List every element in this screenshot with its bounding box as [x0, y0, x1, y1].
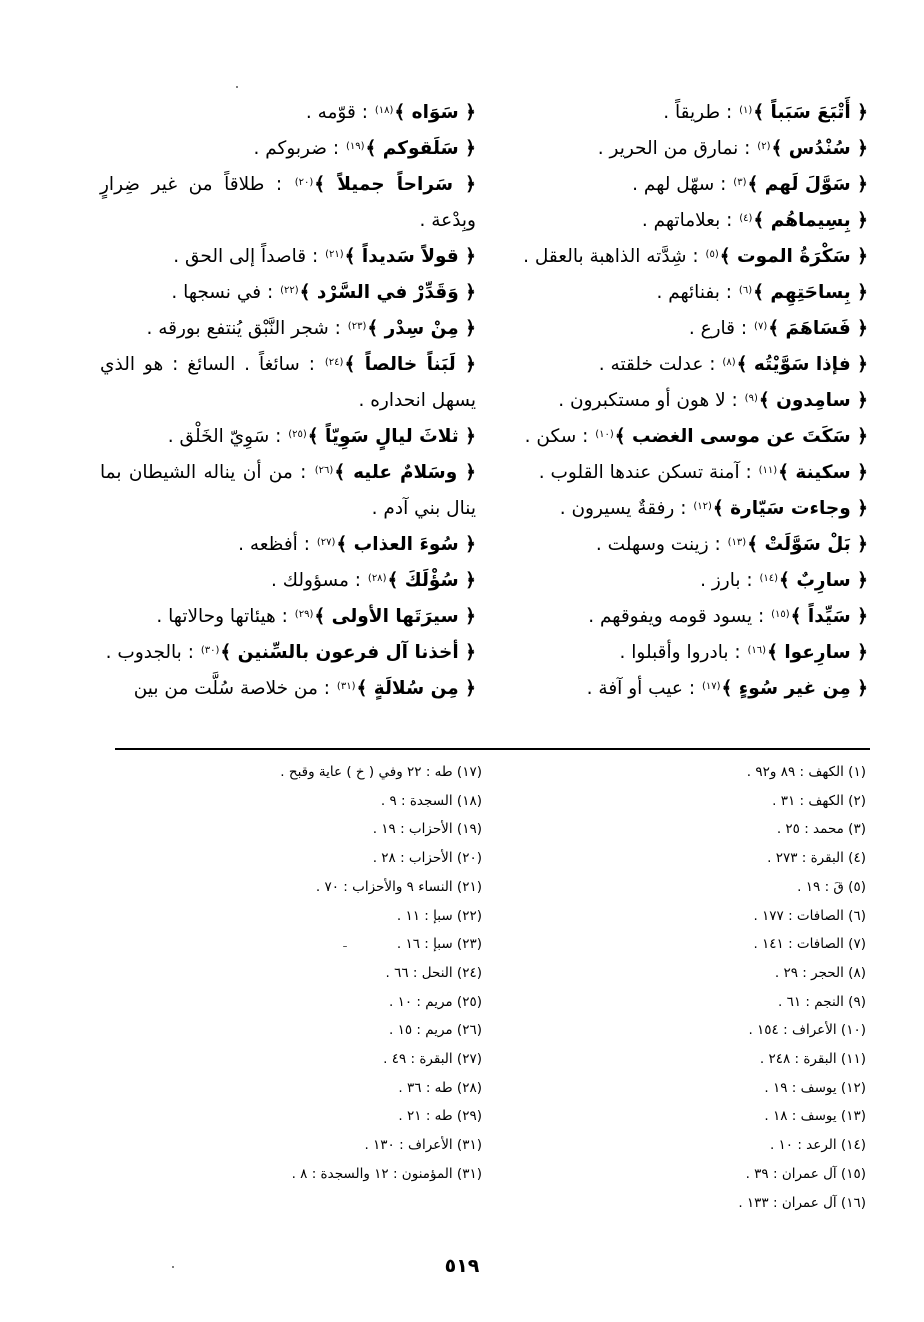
entry-gloss: : سهّل لهم .	[632, 174, 733, 195]
entry-headword: ﴿ وَقَدِّرْ في السَّرْد ﴾	[299, 282, 476, 303]
footnote-item: (٢٧) البقرة : ٤٩ .	[383, 1051, 482, 1068]
glossary-entry	[530, 167, 868, 203]
glossary-entry	[530, 563, 868, 599]
entry-headword: ﴿ ثلاثَ ليالٍ سَوِيّاً ﴾	[307, 426, 476, 447]
footnote-ref: (١)	[739, 105, 753, 116]
footnote-ref: (٦)	[738, 285, 753, 296]
footnote-item: (٨) الحجر : ٢٩ .	[774, 964, 866, 981]
glossary-entry	[100, 635, 476, 671]
entry-headword: ﴿ لَبَناً خالصاً ﴾	[344, 354, 476, 375]
entry-gloss: : مسؤولك .	[271, 570, 367, 591]
footnote-item: (٢١) النساء ٩ والأحزاب : ٧٠ .	[315, 878, 482, 895]
entry-headword: ﴿ أَتْبَعَ سَبَباً ﴾	[753, 102, 868, 123]
footnote-item: (٣١) الأعراف : ١٣٠ .	[364, 1137, 482, 1154]
footnote-ref: (٢٢)	[280, 285, 299, 296]
footnotes-right-column	[600, 758, 866, 1217]
glossary-entry	[100, 599, 476, 635]
glossary-entry	[100, 419, 476, 455]
footnote-ref: (٢٩)	[294, 609, 314, 620]
entry-headword: ﴿ وسَلامٌ عليه ﴾	[334, 462, 476, 483]
footnote-item: (٢٤) النحل : ٦٦ .	[385, 964, 482, 981]
footnote-item: (٢٨) طه : ٣٦ .	[398, 1079, 482, 1096]
entry-gloss: : بالجدوب .	[105, 642, 200, 663]
entry-gloss: : عيب أو آفة .	[586, 678, 701, 699]
footnote-ref: (٢٥)	[288, 429, 307, 440]
entry-headword: ﴿ فَسَاهَمَ ﴾	[768, 318, 868, 339]
entry-gloss: : ضربوكم .	[253, 138, 345, 159]
footnote-ref: (٥)	[705, 249, 719, 260]
glossary-entry	[530, 347, 868, 383]
entry-gloss: : شجر النَّبْق يُنتفع بورقه .	[146, 318, 347, 339]
entry-gloss: : زينت وسهلت .	[595, 534, 727, 555]
glossary-right-column	[523, 95, 868, 707]
footnote-item: (٧) الصافات : ١٤١ .	[753, 936, 866, 953]
entry-gloss: : رفقةٌ يسيرون .	[559, 498, 693, 519]
glossary-entry	[530, 275, 868, 311]
entry-gloss: : أفظعه .	[238, 534, 316, 555]
footnote-item: (٤) البقرة : ٢٧٣ .	[767, 850, 866, 867]
entry-headword: ﴿ سُؤْلَكَ ﴾	[387, 570, 476, 591]
entry-gloss: : قارع .	[688, 318, 754, 339]
footnote-ref: (٣)	[733, 177, 747, 188]
entry-headword: ﴿ مِنْ سِدْر ﴾	[367, 318, 476, 339]
footnote-item: (١) الكهف : ٨٩ و٩٢ .	[746, 764, 866, 780]
entry-gloss: : لا هون أو مستكبرون .	[558, 390, 744, 411]
entry-headword: ﴿ سكينة ﴾	[778, 462, 868, 483]
entry-headword: ﴿ سارِعوا ﴾	[767, 642, 868, 663]
entry-headword: ﴿ بَلْ سَوَّلَتْ ﴾	[747, 534, 868, 555]
glossary-entry	[530, 95, 868, 131]
entry-headword: ﴿ سَراحاً جميلاً ﴾	[314, 174, 476, 195]
footnote-ref: (١١)	[758, 465, 778, 476]
entry-gloss: : بفنائهم .	[656, 282, 738, 303]
footnote-item: (٩) النجم : ٦١ .	[778, 993, 866, 1010]
glossary-entry	[523, 239, 868, 275]
glossary-entry	[530, 311, 868, 347]
footnote-ref: (١٩)	[345, 141, 365, 152]
glossary-entry	[530, 671, 868, 707]
footnote-item: (٢٢) سبإ : ١١ .	[396, 907, 482, 924]
scan-speck	[172, 1266, 174, 1268]
entry-headword: ﴿ مِن سُلالَةٍ ﴾	[356, 678, 476, 699]
glossary-entry	[100, 347, 476, 419]
footnote-ref: (٢١)	[325, 249, 344, 260]
footnote-item: (١٢) يوسف : ١٩ .	[764, 1079, 866, 1096]
footnote-item: (١٦) آل عمران : ١٣٣ .	[738, 1194, 866, 1211]
glossary-entry	[530, 635, 868, 671]
entry-gloss: : سكن .	[524, 426, 595, 447]
entry-headword: ﴿ سَوَاه ﴾	[394, 102, 476, 123]
footnote-separator	[115, 748, 870, 750]
footnote-ref: (١٠)	[595, 429, 614, 440]
footnote-item: (١٨) السجدة : ٩ .	[380, 792, 482, 809]
entry-headword: ﴿ سَيِّداً ﴾	[790, 606, 868, 627]
glossary-entry	[524, 419, 868, 455]
footnote-ref: (١٥)	[771, 609, 790, 620]
glossary-entry	[100, 455, 476, 527]
entry-gloss: : يسود قومه ويفوقهم .	[588, 606, 771, 627]
footnote-ref: (١٢)	[693, 501, 712, 512]
glossary-entry	[100, 239, 476, 275]
footnote-item: (٢٦) مريم : ١٥ .	[388, 1022, 482, 1039]
footnote-item: (٣) محمد : ٢٥ .	[776, 821, 866, 838]
footnote-item: (١٥) آل عمران : ٣٩ .	[745, 1165, 866, 1182]
entry-headword: ﴿ سَكَتَ عن موسى الغضب ﴾	[614, 426, 868, 447]
footnote-ref: (٢٨)	[367, 573, 387, 584]
footnotes-left-column	[230, 758, 482, 1189]
glossary-entry	[530, 491, 868, 527]
footnote-ref: (٢٦)	[314, 465, 334, 476]
scan-speck	[343, 946, 347, 947]
entry-headword: ﴿ وجاءت سَيّارة ﴾	[712, 498, 868, 519]
footnote-ref: (٣٠)	[200, 645, 220, 656]
entry-headword: ﴿ قولاً سَديداً ﴾	[344, 246, 476, 267]
glossary-entry	[100, 95, 476, 131]
glossary-entry	[100, 311, 476, 347]
entry-gloss: : آمنة تسكن عندها القلوب .	[538, 462, 758, 483]
entry-gloss: : بادروا وأقبلوا .	[619, 642, 747, 663]
entry-headword: ﴿ سارِبٌ ﴾	[779, 570, 868, 591]
glossary-entry	[530, 203, 868, 239]
glossary-entry	[530, 383, 868, 419]
entry-gloss: : من أن يناله الشيطان بما ينال بني آدم .	[100, 462, 476, 519]
glossary-entry	[100, 131, 476, 167]
glossary-entry	[100, 527, 476, 563]
entry-gloss: : من خلاصة سُلَّت من بين	[133, 678, 336, 699]
footnote-ref: (٢)	[757, 141, 771, 152]
entry-gloss: : طريقاً .	[663, 102, 739, 123]
footnote-item: (٢٠) الأحزاب : ٢٨ .	[372, 850, 482, 867]
footnote-ref: (٩)	[744, 393, 758, 404]
glossary-entry	[530, 527, 868, 563]
footnote-ref: (٢٧)	[316, 537, 336, 548]
footnote-item: (٢٥) مريم : ١٠ .	[388, 993, 482, 1010]
entry-gloss: : شِدَّته الذاهبة بالعقل .	[523, 246, 705, 267]
footnote-ref: (١٣)	[727, 537, 747, 548]
footnote-ref: (٣١)	[336, 681, 356, 692]
footnote-item: (٢) الكهف : ٣١ .	[772, 792, 866, 809]
footnote-item: (٢٩) طه : ٢١ .	[398, 1108, 482, 1125]
entry-headword: ﴿ بِسِيماهُم ﴾	[753, 210, 868, 231]
glossary-entry	[530, 455, 868, 491]
entry-gloss: : قاصداً إلى الحق .	[173, 246, 325, 267]
footnote-item: (١٠) الأعراف : ١٥٤ .	[748, 1022, 866, 1039]
entry-headword: ﴿ سَكْرَةُ الموت ﴾	[719, 246, 868, 267]
entry-headword: ﴿ سَوَّلَ لَهم ﴾	[747, 174, 868, 195]
entry-headword: ﴿ بِساحَتِهِم ﴾	[753, 282, 868, 303]
entry-headword: ﴿ أخذنا آل فرعون بالسِّنين ﴾	[220, 642, 476, 663]
footnote-ref: (١٨)	[374, 105, 394, 116]
glossary-entry	[100, 275, 476, 311]
footnote-ref: (٢٣)	[347, 321, 367, 332]
entry-headword: ﴿ سامِدون ﴾	[758, 390, 868, 411]
entry-gloss: : قوّمه .	[305, 102, 374, 123]
entry-headword: ﴿ فإذا سَوَّيْتُه ﴾	[736, 354, 868, 375]
footnote-ref: (٢٠)	[294, 177, 314, 188]
footnote-item: (١٣) يوسف : ١٨ .	[764, 1108, 866, 1125]
entry-gloss: : نمارق من الحرير .	[597, 138, 757, 159]
footnote-ref: (١٧)	[701, 681, 721, 692]
entry-gloss: : سائغاً . السائغ : هو الذي يسهل انحداره .	[100, 354, 476, 411]
footnote-item: (١٩) الأحزاب : ١٩ .	[372, 821, 482, 838]
footnote-ref: (٤)	[739, 213, 753, 224]
entry-gloss: : سَوِيّ الخَلْق .	[167, 426, 288, 447]
glossary-entry	[530, 599, 868, 635]
glossary-entry	[530, 131, 868, 167]
entry-headword: ﴿ سيرَتَها الأولى ﴾	[314, 606, 476, 627]
entry-headword: ﴿ مِن غير سُوءٍ ﴾	[721, 678, 868, 699]
entry-headword: ﴿ سَلَقوكم ﴾	[365, 138, 476, 159]
glossary-left-column	[100, 95, 476, 707]
entry-gloss: : بارز .	[700, 570, 759, 591]
footnote-item: (١٤) الرعد : ١٠ .	[769, 1137, 866, 1154]
footnote-item: (٢٣) سبإ : ١٦ .	[396, 936, 482, 953]
entry-gloss: : هيئاتها وحالاتها .	[156, 606, 294, 627]
entry-gloss: : في نسجها .	[171, 282, 280, 303]
page-number: ٥١٩	[444, 1255, 480, 1277]
footnote-ref: (١٦)	[747, 645, 767, 656]
footnote-item: (١٧) طه : ٢٢ وفي ( خ ) عاية وقبح .	[280, 764, 482, 780]
entry-gloss: : طلاقاً من غير ضِرارٍ وبِدْعة .	[100, 174, 476, 231]
footnote-item: (٥) قَ : ١٩ .	[797, 878, 866, 895]
entry-headword: ﴿ سُنْدُس ﴾	[771, 138, 868, 159]
glossary-entry	[100, 671, 476, 707]
entry-gloss: : بعلاماتهم .	[641, 210, 739, 231]
glossary-entry	[100, 167, 476, 239]
footnote-item: (١١) البقرة : ٢٤٨ .	[759, 1051, 866, 1068]
entry-headword: ﴿ سُوءَ العذاب ﴾	[336, 534, 476, 555]
footnote-item: (٣١) المؤمنون : ١٢ والسجدة : ٨ .	[291, 1165, 482, 1182]
footnote-ref: (١٤)	[759, 573, 779, 584]
glossary-entry	[100, 563, 476, 599]
footnote-ref: (٢٤)	[324, 357, 344, 368]
footnote-ref: (٨)	[722, 357, 736, 368]
scan-speck	[236, 86, 238, 88]
entry-gloss: : عدلت خلقته .	[598, 354, 722, 375]
footnote-item: (٦) الصافات : ١٧٧ .	[753, 907, 866, 924]
footnote-ref: (٧)	[754, 321, 768, 332]
